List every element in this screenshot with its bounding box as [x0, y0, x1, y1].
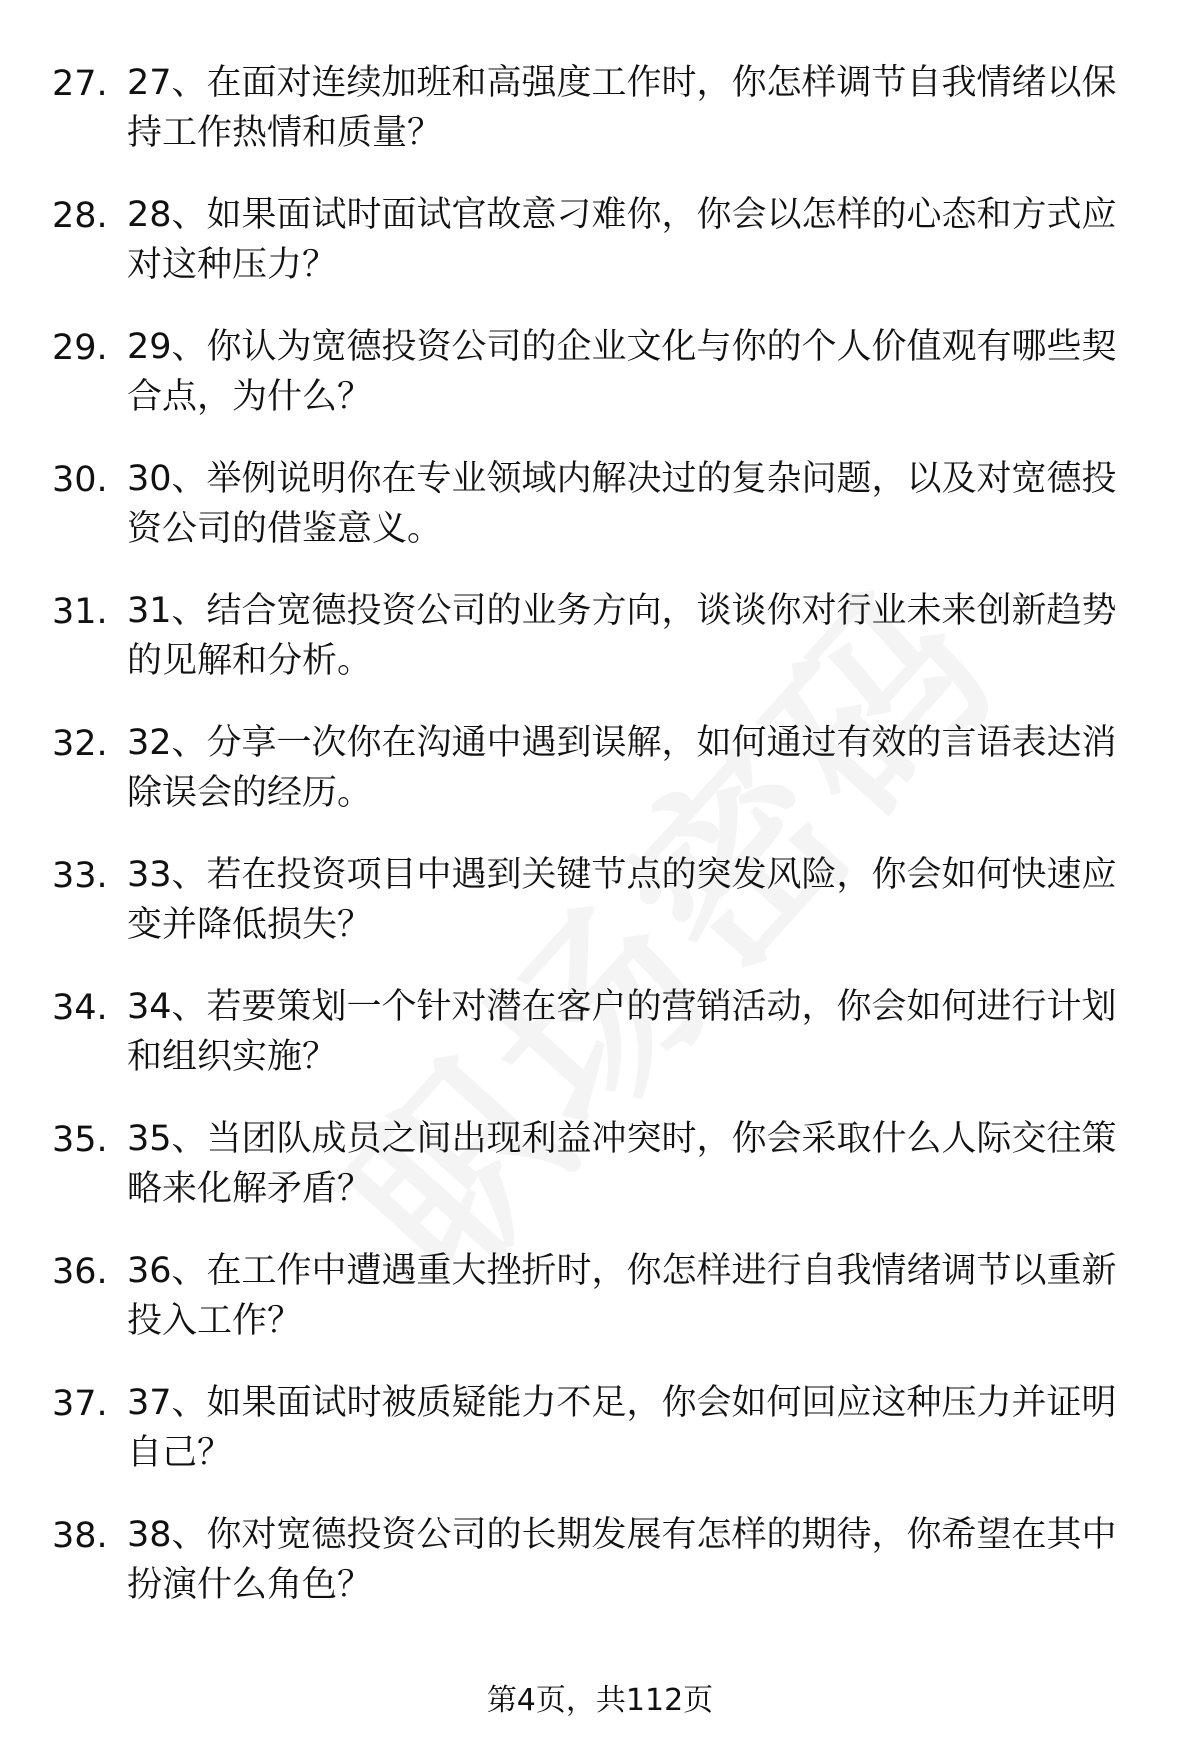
item-text: 34、若要策划一个针对潜在客户的营销活动，你会如何进行计划和组织实施？: [127, 987, 1117, 1077]
item-text: 35、当团队成员之间出现利益冲突时，你会采取什么人际交往策略来化解矛盾？: [127, 1119, 1117, 1209]
list-item: [0, 190, 1200, 322]
list-item: [0, 586, 1200, 718]
list-item: [0, 982, 1200, 1114]
item-number: 38.: [52, 1516, 108, 1556]
item-number: 35.: [52, 1120, 108, 1160]
item-text: 37、如果面试时被质疑能力不足，你会如何回应这种压力并证明自己？: [127, 1383, 1117, 1473]
item-number: 34.: [52, 988, 108, 1028]
list-item: [0, 322, 1200, 454]
list-item: [0, 850, 1200, 982]
list-item: [0, 1246, 1200, 1378]
item-number: 29.: [52, 328, 108, 368]
item-number: 28.: [52, 196, 108, 236]
question-list: [0, 58, 1200, 1642]
item-text: 32、分享一次你在沟通中遇到误解，如何通过有效的言语表达消除误会的经历。: [127, 723, 1117, 813]
item-number: 27.: [52, 64, 108, 104]
item-text: 33、若在投资项目中遇到关键节点的突发风险，你会如何快速应变并降低损失？: [127, 855, 1117, 945]
list-item: [0, 718, 1200, 850]
list-item: [0, 58, 1200, 190]
item-text: 28、如果面试时面试官故意刁难你，你会以怎样的心态和方式应对这种压力？: [127, 195, 1117, 285]
item-number: 33.: [52, 856, 108, 896]
list-item: [0, 454, 1200, 586]
list-item: [0, 1378, 1200, 1510]
item-number: 36.: [52, 1252, 108, 1292]
item-text: 29、你认为宽德投资公司的企业文化与你的个人价值观有哪些契合点，为什么？: [127, 327, 1117, 417]
item-number: 37.: [52, 1384, 108, 1424]
item-number: 30.: [52, 460, 108, 500]
item-text: 36、在工作中遭遇重大挫折时，你怎样进行自我情绪调节以重新投入工作？: [127, 1251, 1117, 1341]
item-number: 32.: [52, 724, 108, 764]
list-item: [0, 1510, 1200, 1642]
item-text: 27、在面对连续加班和高强度工作时，你怎样调节自我情绪以保持工作热情和质量？: [127, 63, 1117, 153]
item-text: 30、举例说明你在专业领域内解决过的复杂问题，以及对宽德投资公司的借鉴意义。: [127, 459, 1117, 549]
page-footer: 第4页，共112页: [486, 1683, 714, 1718]
list-item: [0, 1114, 1200, 1246]
item-number: 31.: [52, 592, 108, 632]
item-text: 38、你对宽德投资公司的长期发展有怎样的期待，你希望在其中扮演什么角色？: [127, 1515, 1117, 1605]
item-text: 31、结合宽德投资公司的业务方向，谈谈你对行业未来创新趋势的见解和分析。: [127, 591, 1117, 681]
